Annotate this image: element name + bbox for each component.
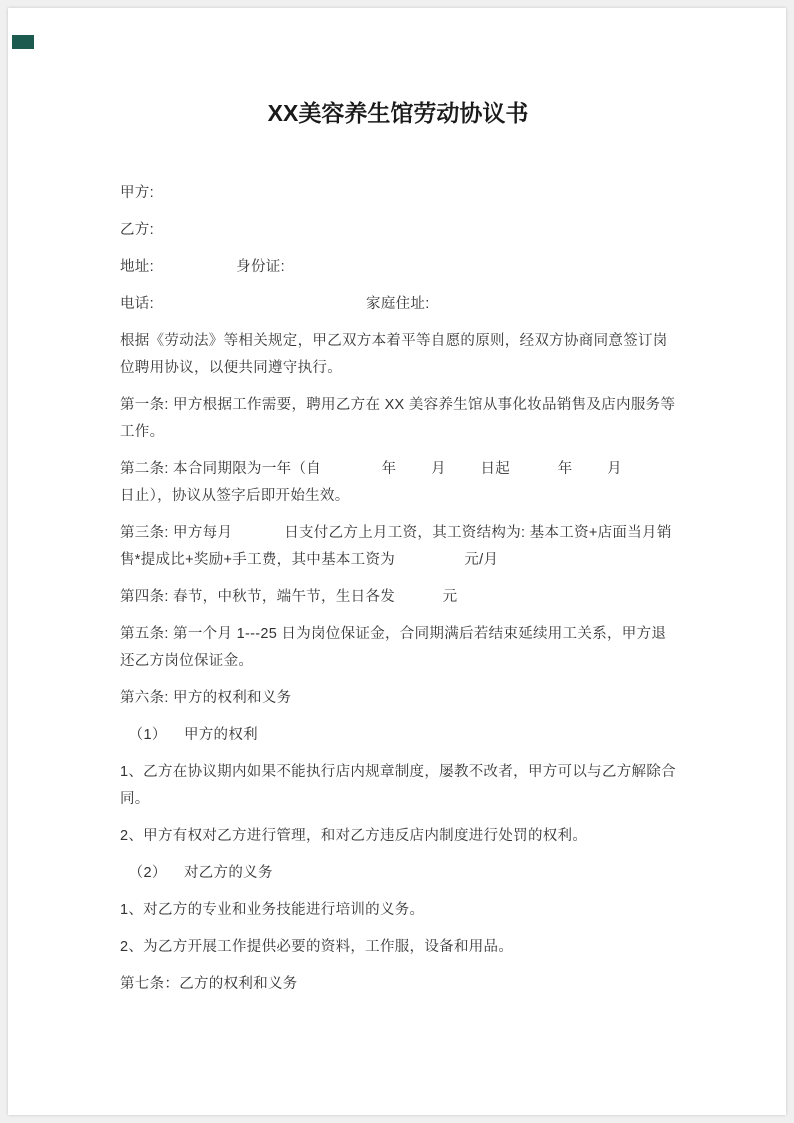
paragraph: 第七条：乙方的权利和义务 <box>120 976 298 992</box>
paragraph: 1、对乙方的专业和业务技能进行培训的义务。 <box>120 902 425 918</box>
paragraph: （1） 甲方的权利 <box>120 727 258 743</box>
paragraph: （2） 对乙方的义务 <box>120 865 273 881</box>
paragraph: 第二条: 本合同期限为一年（自 年 月 日起 年 月 日止），协议从签字后即开始生效。 <box>120 461 670 504</box>
paragraph: 第三条: 甲方每月 日支付乙方上月工资，其工资结构为: 基本工资+店面当月销售*提成比+奖励+手工费，其中基本工资为 元/月 <box>120 525 672 568</box>
paragraph: 第四条: 春节，中秋节，端午节，生日各发 元 <box>120 589 458 605</box>
paragraph: 地址: 身份证: <box>120 259 285 275</box>
paragraph: 1、乙方在协议期内如果不能执行店内规章制度，屡教不改者，甲方可以与乙方解除合同。 <box>120 764 676 807</box>
document-title: XX美容养生馆劳动协议书 <box>267 100 529 126</box>
paragraph: 甲方: <box>120 185 154 201</box>
paragraph: 第五条: 第一个月 1---25 日为岗位保证金，合同期满后若结束延续用工关系，甲方退还乙方岗位保证金。 <box>120 626 667 669</box>
document-content <box>8 98 786 998</box>
paragraph: 第一条: 甲方根据工作需要，聘用乙方在 XX 美容养生馆从事化妆品销售及店内服务等工作。 <box>120 397 676 440</box>
corner-marker <box>12 35 34 49</box>
paragraph: 2、为乙方开展工作提供必要的资料，工作服，设备和用品。 <box>120 939 514 955</box>
document-page <box>8 8 786 1115</box>
paragraph: 第六条: 甲方的权利和义务 <box>120 690 292 706</box>
paragraph: 乙方: <box>120 222 154 238</box>
paragraph: 电话: 家庭住址: <box>120 296 430 312</box>
document-body <box>120 180 676 998</box>
paragraph: 根据《劳动法》等相关规定，甲乙双方本着平等自愿的原则，经双方协商同意签订岗位聘用协议，以便共同遵守执行。 <box>120 333 668 376</box>
paragraph: 2、甲方有权对乙方进行管理，和对乙方违反店内制度进行处罚的权利。 <box>120 828 588 844</box>
